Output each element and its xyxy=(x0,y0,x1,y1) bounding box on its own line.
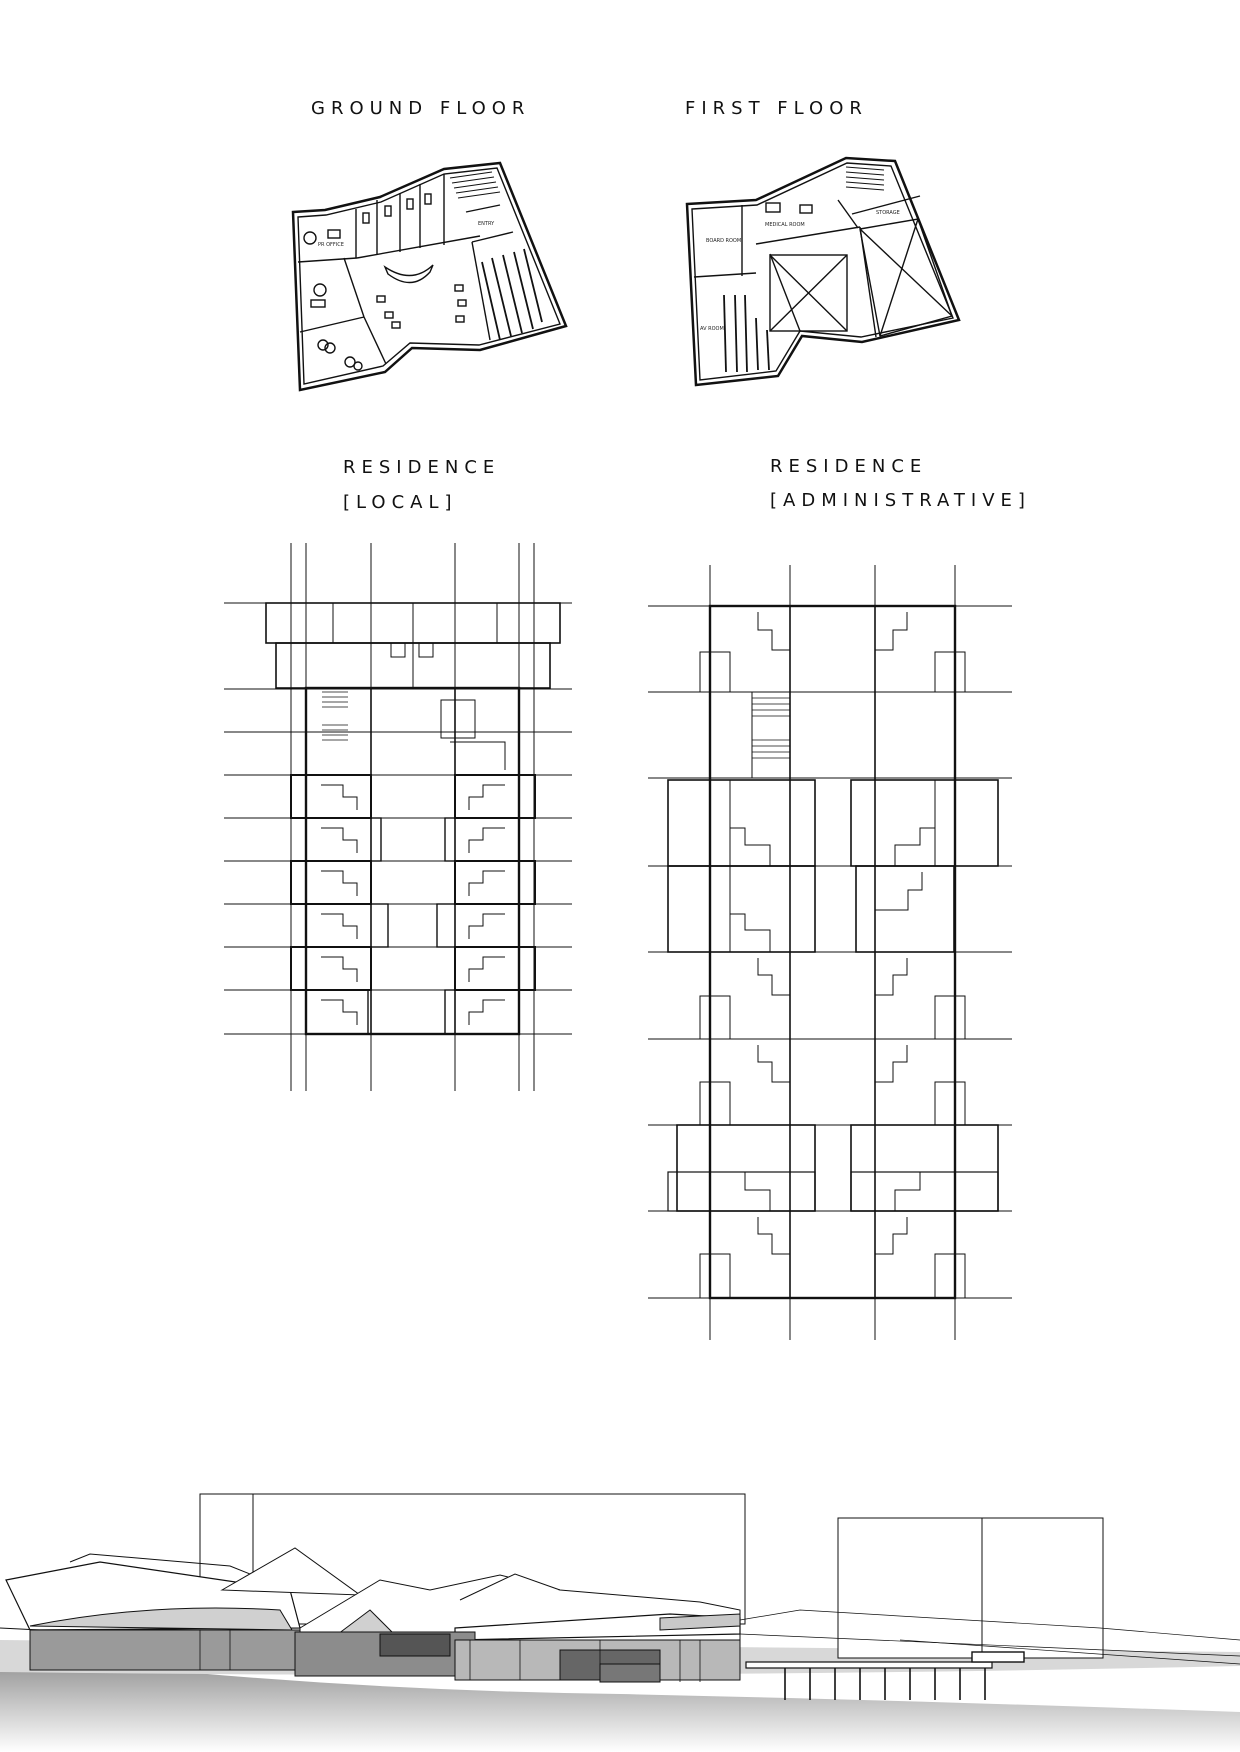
room-label-board-room: BOARD ROOM xyxy=(706,238,742,244)
room-label-av-room: AV ROOM xyxy=(700,326,724,332)
residence-local-subtitle: [LOCAL] xyxy=(343,492,458,513)
residence-admin-title: RESIDENCE xyxy=(770,456,928,477)
room-label-entry: ENTRY xyxy=(478,221,495,227)
room-label-storage: STORAGE xyxy=(876,210,900,216)
residence-admin-subtitle: [ADMINISTRATIVE] xyxy=(770,490,1031,511)
residence-local-plan xyxy=(224,543,572,1091)
residence-local-title: RESIDENCE xyxy=(343,457,501,478)
ground-floor-plan xyxy=(293,163,566,390)
room-label-medical-room: MEDICAL ROOM xyxy=(765,222,805,228)
room-label-pr-office: PR OFFICE xyxy=(318,242,344,248)
first-floor-title: FIRST FLOOR xyxy=(685,98,868,119)
ground-floor-title: GROUND FLOOR xyxy=(311,98,531,119)
site-elevation xyxy=(0,1494,1240,1752)
residence-admin-plan xyxy=(648,565,1012,1340)
first-floor-plan xyxy=(687,158,959,385)
